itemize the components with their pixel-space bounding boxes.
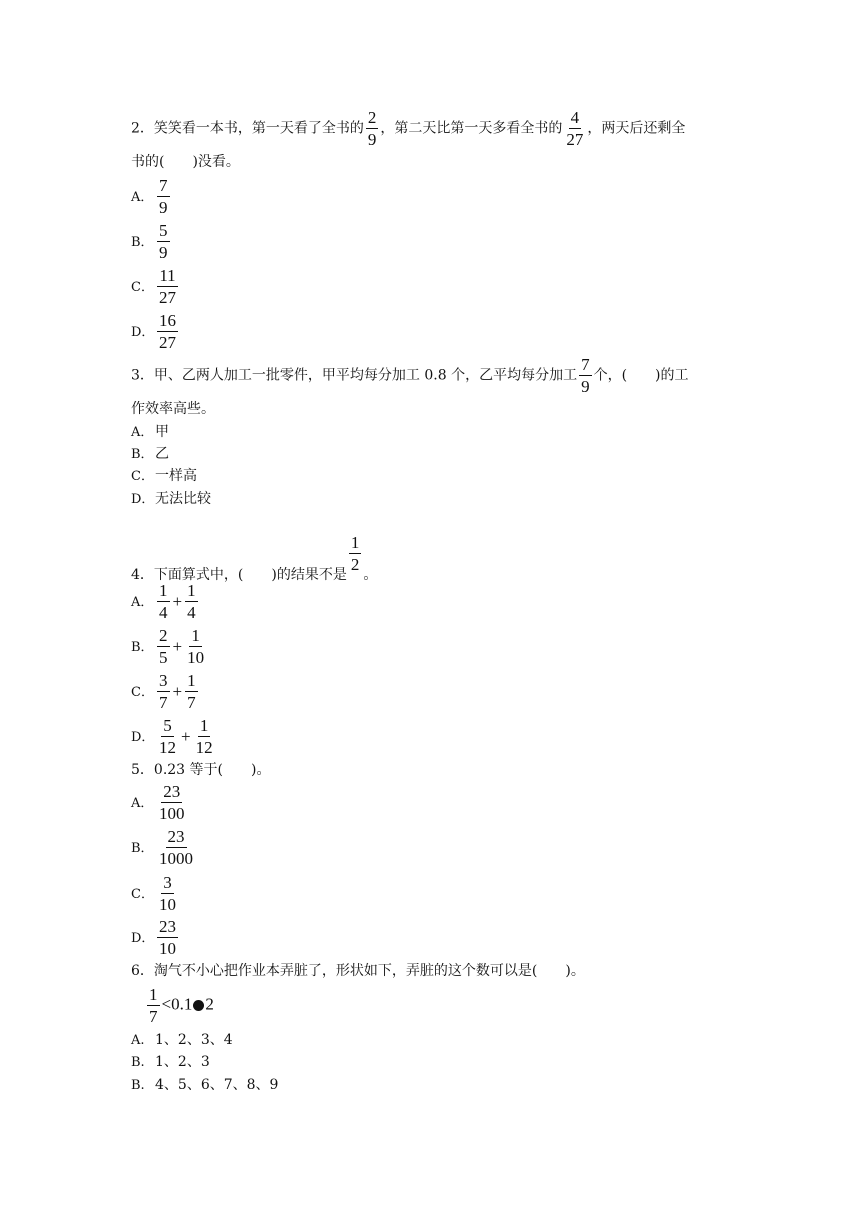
- q6-option-b: B. 1、2、3: [131, 1054, 210, 1070]
- q4-text-part1: 4．下面算式中，( )的结果不是: [131, 567, 347, 583]
- q3-option-a: A． 甲: [131, 424, 169, 440]
- q4-option-c: C． $\frac{3}{7}$ + $\frac{1}{7}$: [131, 671, 196, 712]
- q2-fraction-2: $\frac{4}{27}$: [566, 108, 584, 149]
- q6-option-a: A. 1、2、3、4: [131, 1032, 233, 1048]
- q2-stem-line1: [131, 108, 685, 149]
- q2-text-part1: 2．笑笑看一本书，第一天看了全书的: [131, 120, 364, 137]
- q4-fraction: $\frac{1}{2}$: [350, 533, 360, 574]
- q3-stem-line1: [131, 355, 689, 396]
- q2-text-part3: ，两天后还剩全: [587, 120, 686, 137]
- q5-option-b: B． $\frac{23}{1000}$: [131, 827, 193, 868]
- q2-stem-line2: 书的( )没看。: [131, 154, 240, 170]
- q3-fraction: $\frac{7}{9}$: [581, 355, 590, 396]
- q4-text-part2: 。: [363, 567, 378, 583]
- plus-sign: +: [172, 591, 183, 611]
- q2-option-a: A． $\frac{7}{9}$: [131, 176, 168, 217]
- q4-option-d: D． $\frac{5}{12}$ + $\frac{1}{12}$: [131, 716, 213, 757]
- q3-option-d: D．无法比较: [131, 491, 211, 507]
- q6-stem: 6．淘气不小心把作业本弄脏了，形状如下，弄脏的这个数可以是( )。: [131, 963, 585, 979]
- q4-option-a: A． $\frac{1}{4}$ + $\frac{1}{4}$: [131, 581, 196, 622]
- q6-less-than-text: <0.1: [161, 994, 193, 1014]
- q2-fraction-1: $\frac{2}{9}$: [367, 108, 377, 149]
- q2-option-c: C． $\frac{11}{27}$: [131, 266, 176, 307]
- q4-stem: [131, 533, 378, 584]
- q5-option-a: A． $\frac{23}{100}$: [131, 782, 185, 823]
- plus-sign: +: [172, 636, 183, 656]
- q6-fraction: $\frac{1}{7}$: [149, 985, 158, 1026]
- q2-option-d: D． $\frac{16}{27}$: [131, 311, 176, 352]
- q5-option-c: C． $\frac{3}{10}$: [131, 873, 176, 914]
- q6-option-c: B. 4、5、6、7、8、9: [131, 1077, 279, 1093]
- q2-option-b: B． $\frac{5}{9}$: [131, 221, 168, 262]
- q6-expression: [145, 985, 214, 1026]
- plus-sign: +: [181, 726, 191, 746]
- q5-option-d: D． $\frac{23}{10}$: [131, 917, 176, 958]
- q3-text-part1: 3．甲、乙两人加工一批零件，甲平均每分加工 0.8 个，乙平均每分加工: [131, 367, 578, 384]
- q3-option-b: B．乙: [131, 446, 169, 462]
- q3-text-part2: 个，( )的工: [593, 367, 689, 384]
- plus-sign: +: [172, 681, 183, 701]
- ink-blot-icon: [193, 1000, 204, 1011]
- q3-stem-line2: 作效率高些。: [131, 401, 215, 417]
- q5-stem: 5．0.23 等于( )。: [131, 762, 271, 778]
- q6-tail-digit: 2: [205, 994, 214, 1014]
- q4-option-b: B． $\frac{2}{5}$ + $\frac{1}{10}$: [131, 626, 205, 667]
- q2-text-part2: ，第二天比第一天多看全书的: [380, 120, 563, 137]
- q3-option-c: C．一样高: [131, 468, 197, 484]
